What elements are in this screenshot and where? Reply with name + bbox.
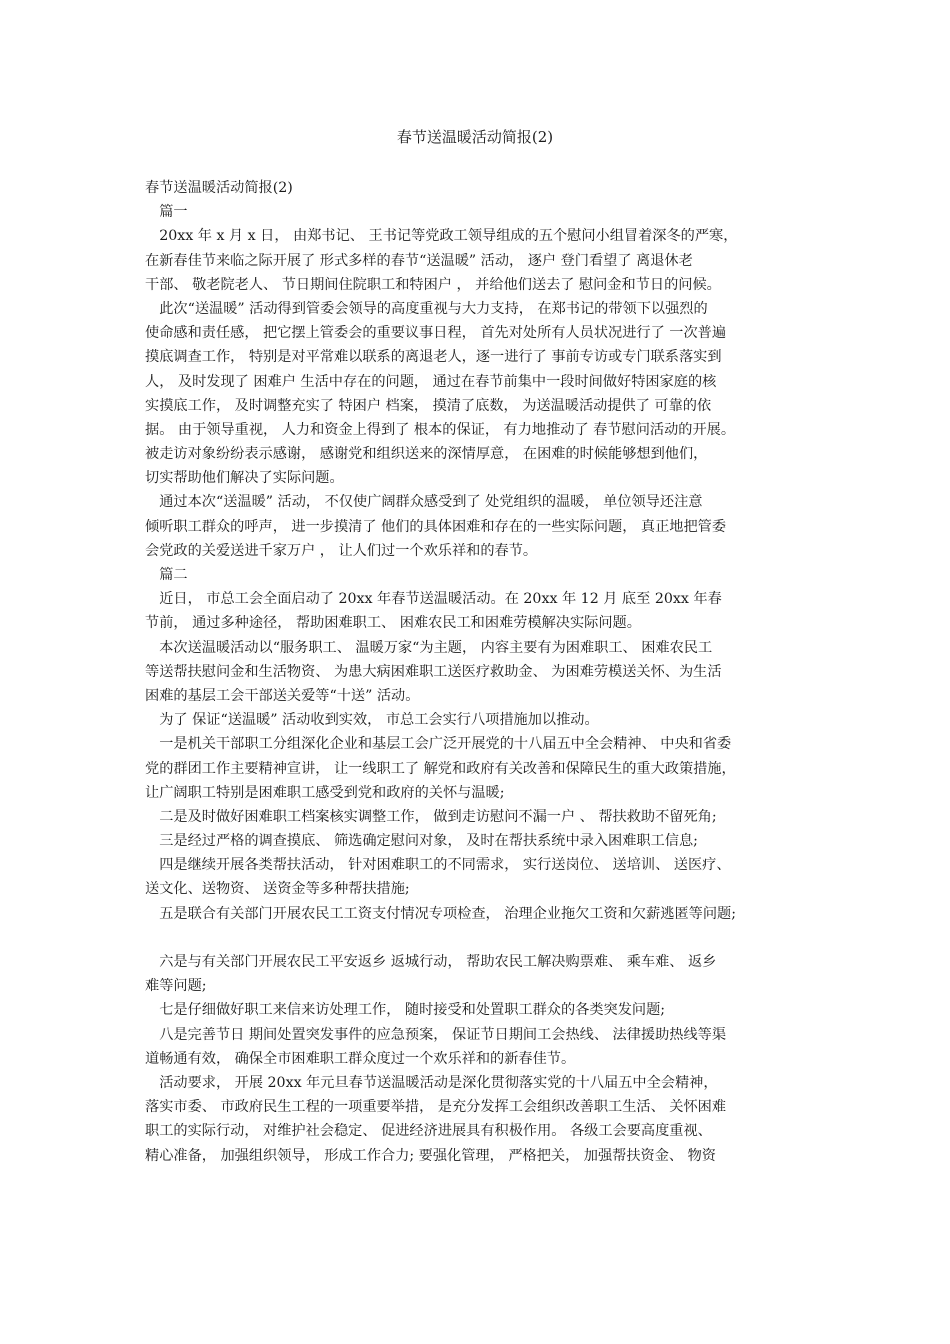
text-line: 摸底调查工作， 特别是对平常难以联系的离退老人，逐一进行了 事前专访或专门联系落实到 (145, 349, 722, 366)
text-line: 等送帮扶慰问金和生活物资、 为患大病困难职工送医疗救助金、 为困难劳模送关怀、为生活 (145, 663, 722, 680)
text-line: 落实市委、 市政府民生工程的一项重要举措， 是充分发挥工会组织改善职工生活、 关怀困难 (145, 1099, 727, 1116)
text-line: 送文化、送物资、 送资金等多种帮扶措施; (145, 881, 410, 898)
text-line: 四是继续开展各类帮扶活动， 针对困难职工的不同需求， 实行送岗位、 送培训、 送医疗、 (145, 857, 731, 874)
text-line: 五是联合有关部门开展农民工工资支付情况专项检查， 治理企业拖欠工资和欠薪逃匿等问题; (145, 905, 736, 922)
text-line: 人， 及时发现了 困难户 生活中存在的问题， 通过在春节前集中一段时间做好特困家庭的核 (145, 373, 717, 390)
text-line: 此次“送温暖” 活动得到管委会领导的高度重视与大力支持， 在郑书记的带领下以强烈的 (145, 300, 708, 317)
text-line: 让广阔职工特别是困难职工感受到党和政府的关怀与温暖; (145, 784, 505, 801)
document-body (145, 176, 825, 1168)
text-line: 倾听职工群众的呼声， 进一步摸清了 他们的具体困难和存在的一些实际问题， 真正地把管委 (145, 518, 727, 535)
text-line: 活动要求， 开展 20xx 年元旦春节送温暖活动是深化贯彻落实党的十八届五中全会精神， (145, 1074, 718, 1091)
text-line: 职工的实际行动， 对维护社会稳定、 促进经济进展具有积极作用。 各级工会要高度重视、 (145, 1123, 712, 1140)
blank-line (145, 926, 825, 950)
text-line: 据。 由于领导重视， 人力和资金上得到了 根本的保证， 有力地推动了 春节慰问活动的开展。 (145, 421, 736, 438)
text-line: 节前， 通过多种途径， 帮助困难职工、 困难农民工和困难劳模解决实际问题。 (145, 615, 641, 632)
document-title: 春节送温暖活动简报(2) (396, 128, 554, 146)
text-line: 精心准备， 加强组织领导， 形成工作合力; 要强化管理， 严格把关， 加强帮扶资金、 物资 (145, 1147, 716, 1164)
text-line: 篇二 (145, 567, 188, 583)
text-line: 难等问题; (145, 978, 207, 995)
text-line: 会党政的关爱送进千家万户 ， 让人们过一个欢乐祥和的春节。 (145, 542, 538, 559)
text-line: 六是与有关部门开展农民工平安返乡 返城行动， 帮助农民工解决购票难、 乘车难、 返乡 (145, 954, 717, 970)
text-line: 党的群团工作主要精神宣讲， 让一线职工了 解党和政府有关改善和保障民生的重大政策措施， (145, 760, 736, 777)
text-line: 20xx 年 x 月 x 日， 由郑书记、 王书记等党政工领导组成的五个慰问小组冒着深冬的严寒， (145, 228, 738, 245)
text-line: 一是机关干部职工分组深化企业和基层工会广泛开展党的十八届五中全会精神、 中央和省委 (145, 736, 732, 753)
text-line: 二是及时做好困难职工档案核实调整工作， 做到走访慰问不漏一户 、 帮扶救助不留死角; (145, 808, 717, 825)
text-line: 三是经过严格的调查摸底、 筛选确定慰问对象， 及时在帮扶系统中录入困难职工信息; (145, 833, 698, 850)
text-line: 干部、 敬老院老人、 节日期间住院职工和特困户 ， 并给他们送去了 慰问金和节日的问候。 (145, 276, 721, 293)
text-line: 八是完善节日 期间处置突发事件的应急预案， 保证节日期间工会热线、 法律援助热线等渠 (145, 1026, 727, 1043)
text-line: 被走访对象纷纷表示感谢， 感谢党和组织送来的深情厚意， 在困难的时候能够想到他们， (145, 446, 708, 463)
text-line: 篇一 (145, 204, 188, 221)
body-heading: 春节送温暖活动简报(2) (145, 180, 293, 196)
text-line: 切实帮助他们解决了实际问题。 (145, 470, 344, 487)
text-line: 实摸底工作， 及时调整充实了 特困户 档案， 摸清了底数， 为送温暖活动提供了 可靠的依 (145, 397, 712, 414)
text-line: 本次送温暖活动以“服务职工、 温暖万家“为主题， 内容主要有为困难职工、 困难农民工 (145, 639, 713, 656)
text-line: 使命感和责任感， 把它摆上管委会的重要议事日程， 首先对处所有人员状况进行了 一次普遍 (145, 325, 727, 342)
text-line: 在新春佳节来临之际开展了 形式多样的春节“送温暖” 活动， 逐户 登门看望了 离退休老 (145, 252, 693, 269)
text-line: 道畅通有效， 确保全市困难职工群众度过一个欢乐祥和的新春佳节。 (145, 1050, 576, 1067)
text-line: 七是仔细做好职工来信来访处理工作， 随时接受和处置职工群众的各类突发问题; (145, 1002, 666, 1019)
text-line: 为了 保证“送温暖” 活动收到实效， 市总工会实行八项措施加以推动。 (145, 712, 599, 729)
text-line: 近日， 市总工会全面启动了 20xx 年春节送温暖活动。在 20xx 年 12 月 底至 20xx 年春 (145, 591, 722, 608)
text-line: 通过本次“送温暖” 活动， 不仅使广阔群众感受到了 处党组织的温暖， 单位领导还注意 (145, 494, 703, 511)
text-line: 困难的基层工会干部送关爱等“十送” 活动。 (145, 687, 420, 704)
